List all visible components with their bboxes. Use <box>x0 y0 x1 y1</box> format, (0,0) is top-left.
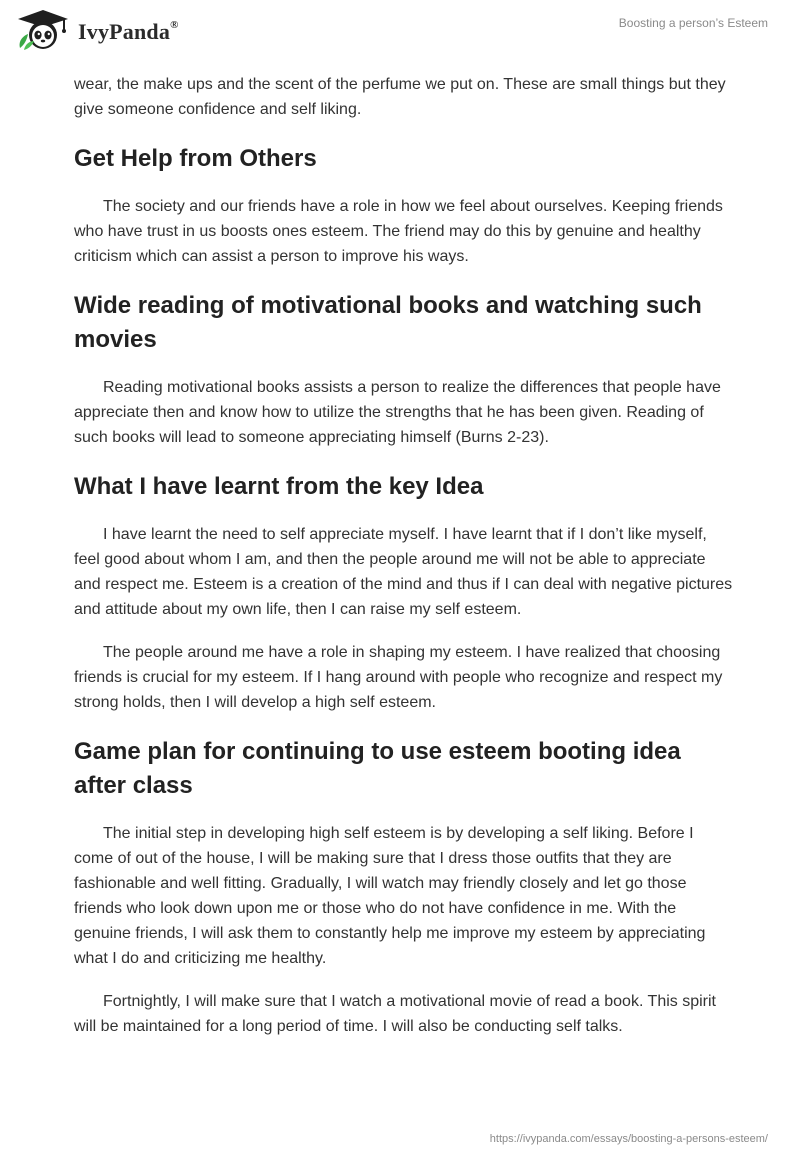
footer-url-link[interactable]: https://ivypanda.com/essays/boosting-a-persons-esteem/ <box>489 1133 768 1145</box>
paragraph: The initial step in developing high self esteem is by developing a self liking. Before I come of out of the house, I will be making sure that I dress those outfits that they are fashionable and well fitting. Gradually, I will watch may friendly closely and let go those friends who look down upon me or those who do not have confidence in me. With the genuine friends, I will ask them to constantly help me improve my esteem by appreciating what I do and criticizing me healthy. <box>74 825 706 967</box>
essay-content <box>74 72 734 1057</box>
panda-logo-icon <box>14 8 72 52</box>
registered-mark: ® <box>170 18 179 31</box>
brand-name: IvyPanda® <box>78 18 179 44</box>
section-heading-get-help: Get Help from Others <box>74 145 317 172</box>
section-heading-what-i-learnt: What I have learnt from the key Idea <box>74 473 484 500</box>
logo[interactable] <box>14 8 179 52</box>
paragraph: Reading motivational books assists a person to realize the differences that people have appreciate then and know how to utilize the strengths that he has been given. Reading of such books will lead to someone appreciating himself (Burns 2-23). <box>74 379 721 446</box>
paragraph: Fortnightly, I will make sure that I watch a motivational movie of read a book. This spirit will be maintained for a long period of time. I will also be conducting self talks. <box>74 993 716 1035</box>
section-heading-wide-reading: Wide reading of motivational books and watching such movies <box>74 292 702 353</box>
page-header <box>0 0 800 70</box>
document-title: Boosting a person’s Esteem <box>618 16 768 30</box>
section-heading-game-plan: Game plan for continuing to use esteem booting idea after class <box>74 738 681 799</box>
paragraph: The society and our friends have a role in how we feel about ourselves. Keeping friends who have trust in us boosts ones esteem. The friend may do this by genuine and healthy criticism which can assist a person to improve his ways. <box>74 198 723 265</box>
paragraph: I have learnt the need to self appreciate myself. I have learnt that if I don’t like myself, feel good about whom I am, and then the people around me will not be able to appreciate and respect me. Esteem is a creation of the mind and thus if I can deal with negative pictures and attitude about my own life, then I can raise my self esteem. <box>74 526 733 618</box>
intro-paragraph: wear, the make ups and the scent of the perfume we put on. These are small things but they give someone confidence and self liking. <box>74 76 726 118</box>
paragraph: The people around me have a role in shaping my esteem. I have realized that choosing friends is crucial for my esteem. If I hang around with people who recognize and respect my strong holds, then I will develop a high self esteem. <box>74 644 723 711</box>
